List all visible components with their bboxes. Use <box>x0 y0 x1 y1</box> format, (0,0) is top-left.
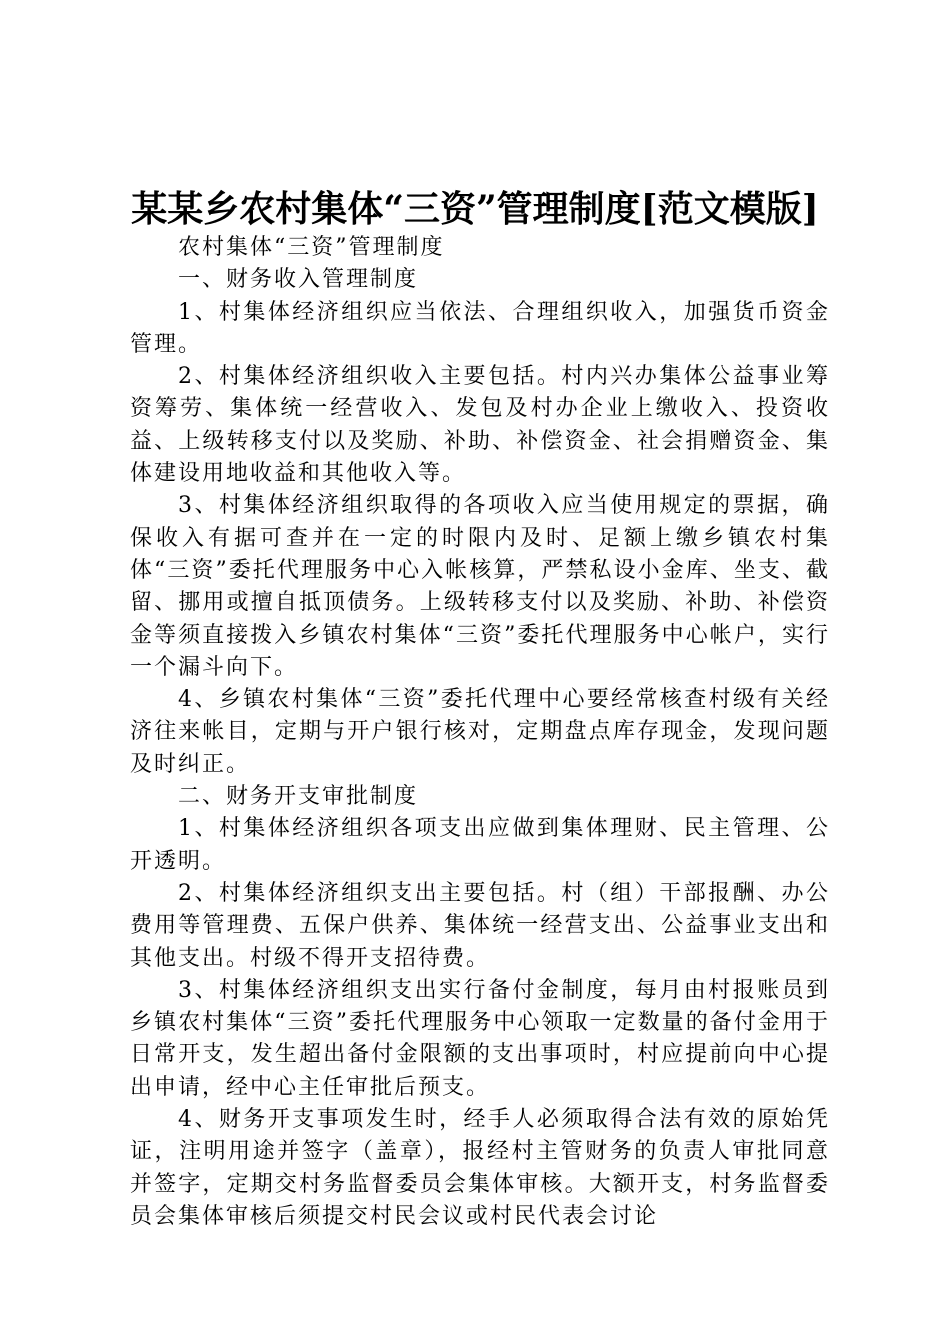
paragraph: 1、村集体经济组织各项支出应做到集体理财、民主管理、公开透明。 <box>130 816 830 874</box>
paragraph: 1、村集体经济组织应当依法、合理组织收入，加强货币资金管理。 <box>130 299 830 357</box>
section-heading-expense: 二、财务开支审批制度 <box>178 784 419 810</box>
paragraph: 4、财务开支事项发生时，经手人必须取得合法有效的原始凭证，注明用途并签字（盖章），报经村主管财务的负责人审批同意并签字，定期交村务监督委员会集体审核。大额开支，村务监督委员会集体审核后须提交村民会议或村民代表会讨论 <box>130 1107 830 1229</box>
paragraph: 3、村集体经济组织支出实行备付金制度，每月由村报账员到乡镇农村集体“三资”委托代理服务中心领取一定数量的备付金用于日常开支，发生超出备付金限额的支出事项时，村应提前向中心提出申请，经中心主任审批后预支。 <box>130 977 830 1100</box>
paragraph-subtitle: 农村集体“三资”管理制度 <box>178 235 445 260</box>
paragraph: 2、村集体经济组织收入主要包括。村内兴办集体公益事业筹资筹劳、集体统一经营收入、发包及村办企业上缴收入、投资收益、上级转移支付以及奖励、补助、补偿资金、社会捐赠资金、集体建设用地收益和其他收入等。 <box>130 364 830 487</box>
document-title: 某某乡农村集体“三资”管理制度[范文模版] <box>131 188 819 230</box>
section-heading-income: 一、财务收入管理制度 <box>178 267 419 293</box>
paragraph: 3、村集体经济组织取得的各项收入应当使用规定的票据，确保收入有据可查并在一定的时限内及时、足额上缴乡镇农村集体“三资”委托代理服务中心入帐核算，严禁私设小金库、坐支、截留、挪用或擅自抵顶债务。上级转移支付以及奖励、补助、补偿资金等须直接拨入乡镇农村集体“三资”委托代理服务中心帐户，实行一个漏斗向下。 <box>130 493 830 680</box>
paragraph: 2、村集体经济组织支出主要包括。村（组）干部报酬、办公费用等管理费、五保户供养、集体统一经营支出、公益事业支出和其他支出。村级不得开支招待费。 <box>130 880 830 971</box>
paragraph: 4、乡镇农村集体“三资”委托代理中心要经常核查村级有关经济往来帐目，定期与开户银行核对，定期盘点库存现金，发现问题及时纠正。 <box>130 687 830 777</box>
document-body <box>130 232 830 1233</box>
